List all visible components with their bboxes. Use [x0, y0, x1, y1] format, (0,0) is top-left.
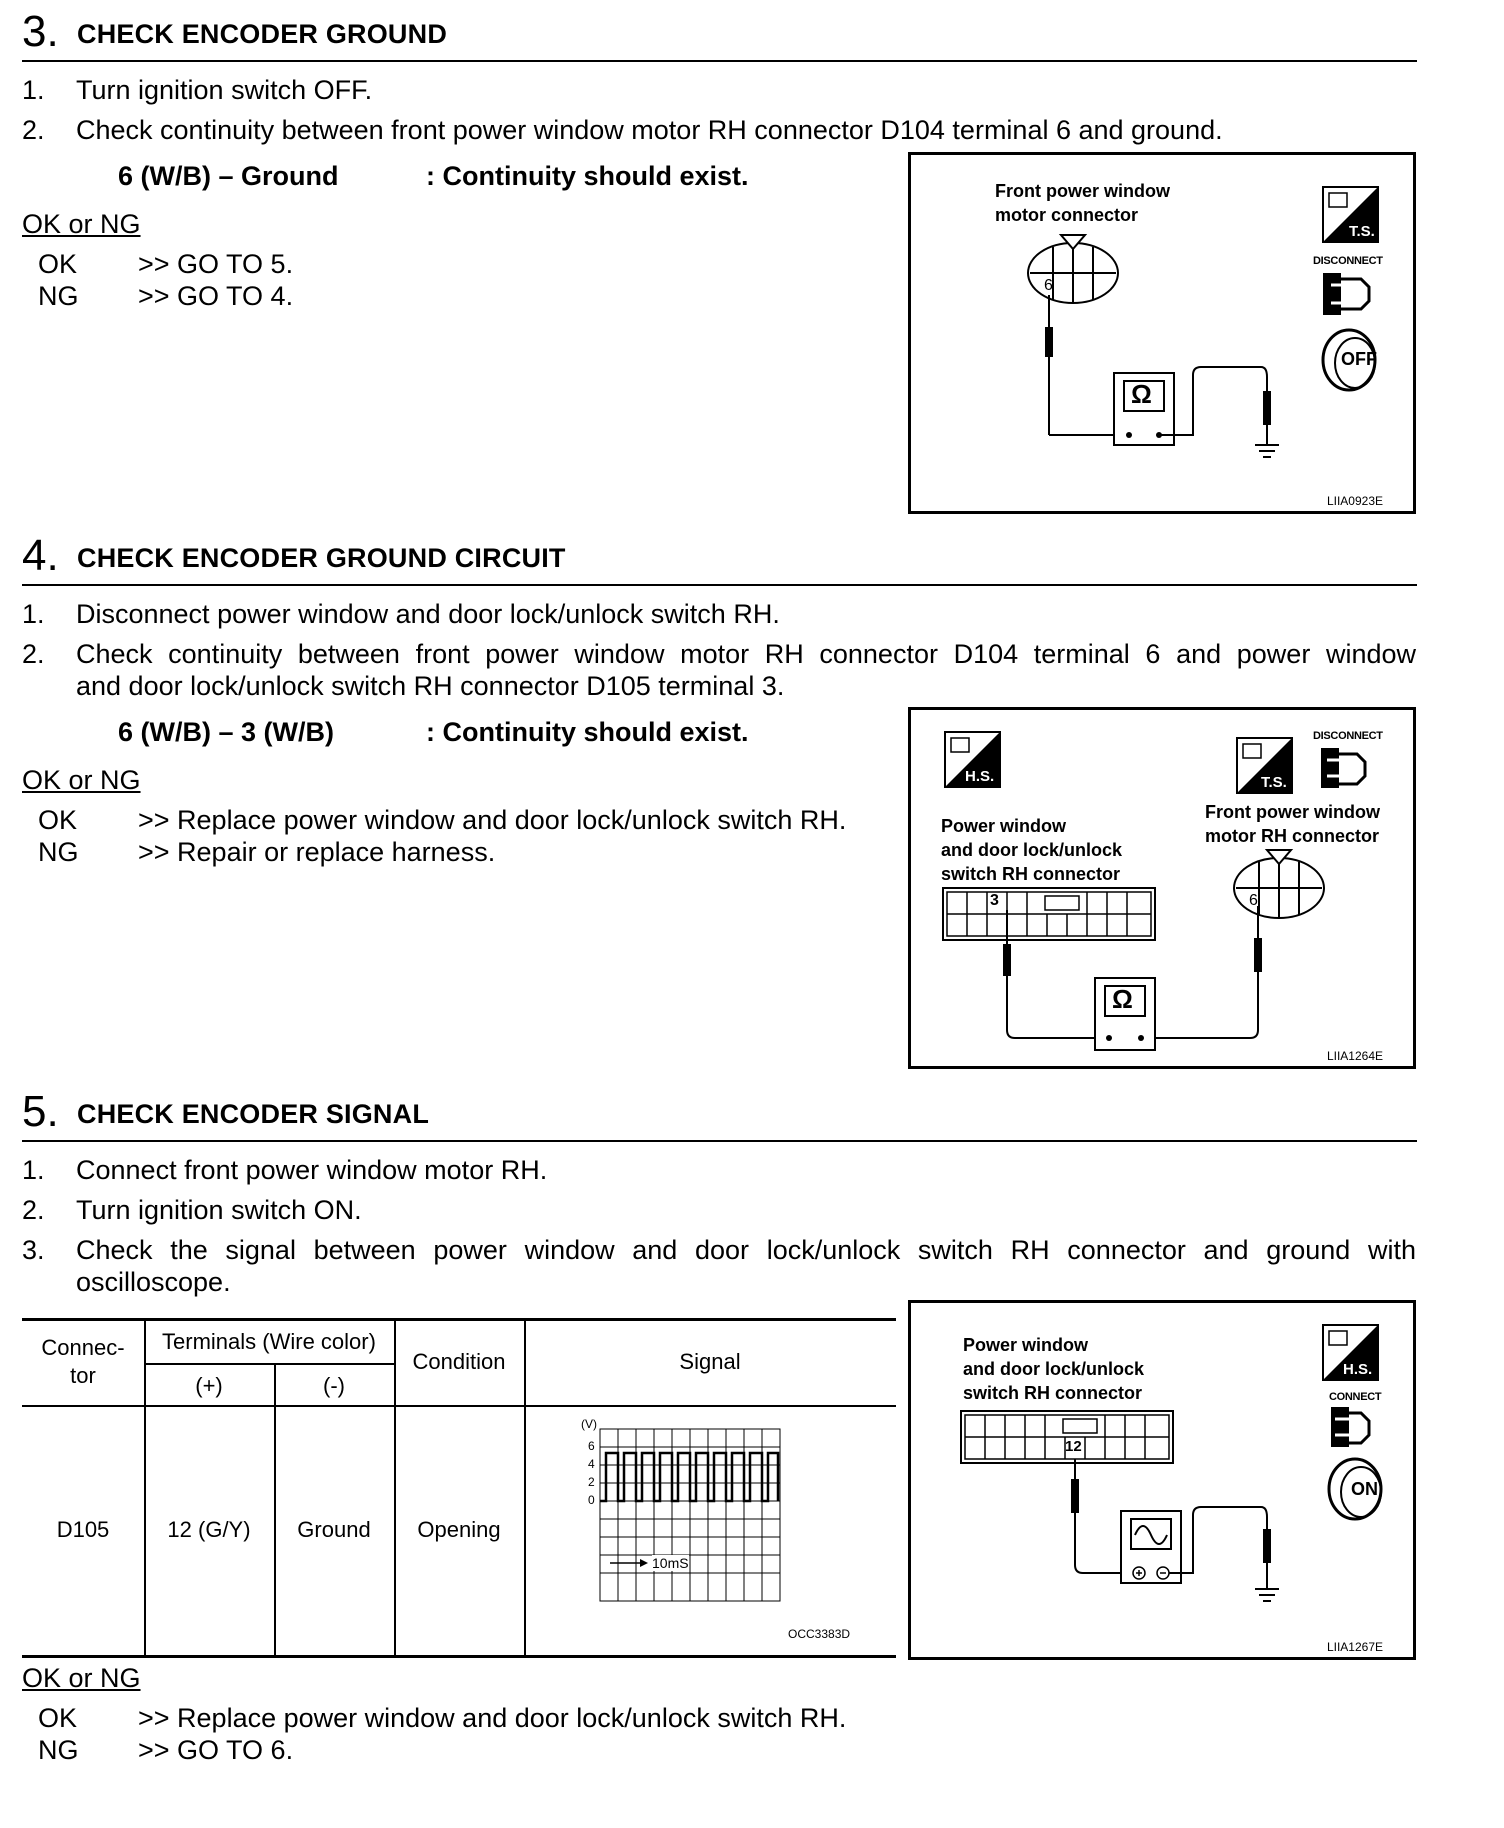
- s5-label-1: Power window: [963, 1335, 1089, 1355]
- hs-icon: H.S.: [965, 768, 995, 785]
- ts-icon: T.S.: [1261, 774, 1287, 791]
- td-condition: Opening: [417, 1517, 501, 1542]
- th-connector-2: tor: [70, 1363, 96, 1388]
- s5-figure-code: LIIA1267E: [1326, 1640, 1383, 1654]
- disconnect-icon: DISCONNECT: [1313, 730, 1383, 742]
- s5-figure: [908, 1300, 1416, 1660]
- s3-step-2-num: 2.: [22, 115, 45, 145]
- s3-terminal-6: 6: [1044, 277, 1053, 294]
- s5-ng-key: NG: [38, 1735, 79, 1765]
- section-4-number: 4.: [22, 531, 59, 580]
- signal-table: [22, 1318, 896, 1658]
- s5-label-3: switch RH connector: [963, 1383, 1143, 1403]
- ohmmeter-icon: Ω: [1112, 984, 1133, 1014]
- s4-terminal-6: 6: [1249, 892, 1258, 909]
- scope-y0: 0: [588, 1493, 595, 1507]
- s4-ng-value: >> Repair or replace harness.: [138, 837, 496, 867]
- connect-icon: CONNECT: [1329, 1391, 1382, 1403]
- s3-figure: [908, 152, 1416, 514]
- s3-step-1-text: Turn ignition switch OFF.: [76, 75, 373, 105]
- s5-step-2-num: 2.: [22, 1195, 45, 1225]
- s4-spec-result: : Continuity should exist.: [426, 717, 749, 747]
- th-signal: Signal: [679, 1349, 741, 1374]
- s4-step-2-num: 2.: [22, 639, 45, 669]
- s3-fig-label-2: motor connector: [995, 205, 1139, 225]
- s4-left-label-2: and door lock/unlock: [941, 840, 1123, 860]
- section-5-title: CHECK ENCODER SIGNAL: [77, 1099, 430, 1129]
- s3-ok-value: >> GO TO 5.: [138, 249, 294, 279]
- s4-figure: [908, 707, 1416, 1069]
- th-terminals: Terminals (Wire color): [162, 1329, 376, 1354]
- th-condition: Condition: [412, 1349, 506, 1374]
- section-3-title: CHECK ENCODER GROUND: [77, 19, 448, 49]
- ignition-on-icon: ON: [1351, 1479, 1378, 1499]
- s3-ok-key: OK: [38, 249, 78, 279]
- ts-icon: T.S.: [1349, 223, 1375, 240]
- s4-ok-value: >> Replace power window and door lock/unlock switch RH.: [138, 805, 847, 835]
- s4-right-label-2: motor RH connector: [1205, 826, 1380, 846]
- s5-step-3-num: 3.: [22, 1235, 45, 1265]
- td-plus: 12 (G/Y): [167, 1517, 251, 1542]
- s3-fig-label-1: Front power window: [995, 181, 1170, 201]
- section-3-header: [22, 7, 1417, 62]
- s4-step-1-num: 1.: [22, 599, 45, 629]
- s3-figure-code: LIIA0923E: [1326, 494, 1383, 508]
- s3-circuit-diagram: [911, 155, 1413, 511]
- scope-y4: 4: [588, 1457, 595, 1471]
- s5-ng-value: >> GO TO 6.: [138, 1735, 294, 1765]
- s5-terminal-12: 12: [1065, 1438, 1082, 1455]
- s4-left-label-3: switch RH connector: [941, 864, 1121, 884]
- s4-spec-terminals: 6 (W/B) – 3 (W/B): [118, 717, 334, 747]
- s5-step-1-num: 1.: [22, 1155, 45, 1185]
- s4-terminal-3: 3: [990, 892, 999, 909]
- s4-circuit-diagram: [911, 710, 1413, 1066]
- s5-step-3-text: Check the signal between power window and door lock/unlock switch RH connector and ground with: [76, 1235, 1416, 1265]
- section-4-header: [22, 531, 1417, 586]
- scope-unit: (V): [581, 1417, 597, 1431]
- s3-ng-key: NG: [38, 281, 79, 311]
- s3-step-2-text: Check continuity between front power window motor RH connector D104 terminal 6 and ground.: [76, 115, 1223, 145]
- s5-ok-key: OK: [38, 1703, 78, 1733]
- scope-y2: 2: [588, 1475, 595, 1489]
- s5-step-2-text: Turn ignition switch ON.: [76, 1195, 362, 1225]
- s4-right-label-1: Front power window: [1205, 802, 1380, 822]
- s5-step-3-cont: oscilloscope.: [76, 1267, 231, 1297]
- s4-left-label-1: Power window: [941, 816, 1067, 836]
- section-3-number: 3.: [22, 7, 59, 56]
- td-connector: D105: [56, 1517, 110, 1542]
- s3-ok-ng-label: OK or NG: [22, 209, 141, 239]
- section-5-number: 5.: [22, 1087, 59, 1136]
- td-minus: Ground: [297, 1517, 371, 1542]
- s3-spec-terminals: 6 (W/B) – Ground: [118, 161, 339, 191]
- scope-y6: 6: [588, 1439, 595, 1453]
- ignition-off-icon: OFF: [1341, 349, 1377, 369]
- section-5-header: [22, 1087, 1417, 1142]
- s3-ng-value: >> GO TO 4.: [138, 281, 294, 311]
- s4-ng-key: NG: [38, 837, 79, 867]
- s5-ok-value: >> Replace power window and door lock/unlock switch RH.: [138, 1703, 847, 1733]
- th-minus: (-): [323, 1373, 345, 1398]
- th-connector-1: Connec-: [41, 1335, 125, 1360]
- s3-step-1-num: 1.: [22, 75, 45, 105]
- scope-time: 10mS: [652, 1555, 689, 1571]
- s4-step-2-text: Check continuity between front power window motor RH connector D104 terminal 6 and power window: [76, 639, 1416, 669]
- s4-step-1-text: Disconnect power window and door lock/unlock switch RH.: [76, 599, 780, 629]
- ohmmeter-icon: Ω: [1131, 379, 1152, 409]
- disconnect-icon: DISCONNECT: [1313, 255, 1383, 267]
- s4-step-2-cont: and door lock/unlock switch RH connector D105 terminal 3.: [76, 671, 785, 701]
- scope-code: OCC3383D: [788, 1627, 851, 1641]
- s4-ok-key: OK: [38, 805, 78, 835]
- s3-spec-result: : Continuity should exist.: [426, 161, 749, 191]
- hs-icon: H.S.: [1343, 1361, 1373, 1378]
- s4-ok-ng-label: OK or NG: [22, 765, 141, 795]
- s5-ok-ng-label: OK or NG: [22, 1663, 141, 1693]
- th-plus: (+): [195, 1373, 223, 1398]
- section-4-title: CHECK ENCODER GROUND CIRCUIT: [77, 543, 566, 573]
- s5-label-2: and door lock/unlock: [963, 1359, 1145, 1379]
- s5-step-1-text: Connect front power window motor RH.: [76, 1155, 548, 1185]
- s4-figure-code: LIIA1264E: [1326, 1049, 1383, 1063]
